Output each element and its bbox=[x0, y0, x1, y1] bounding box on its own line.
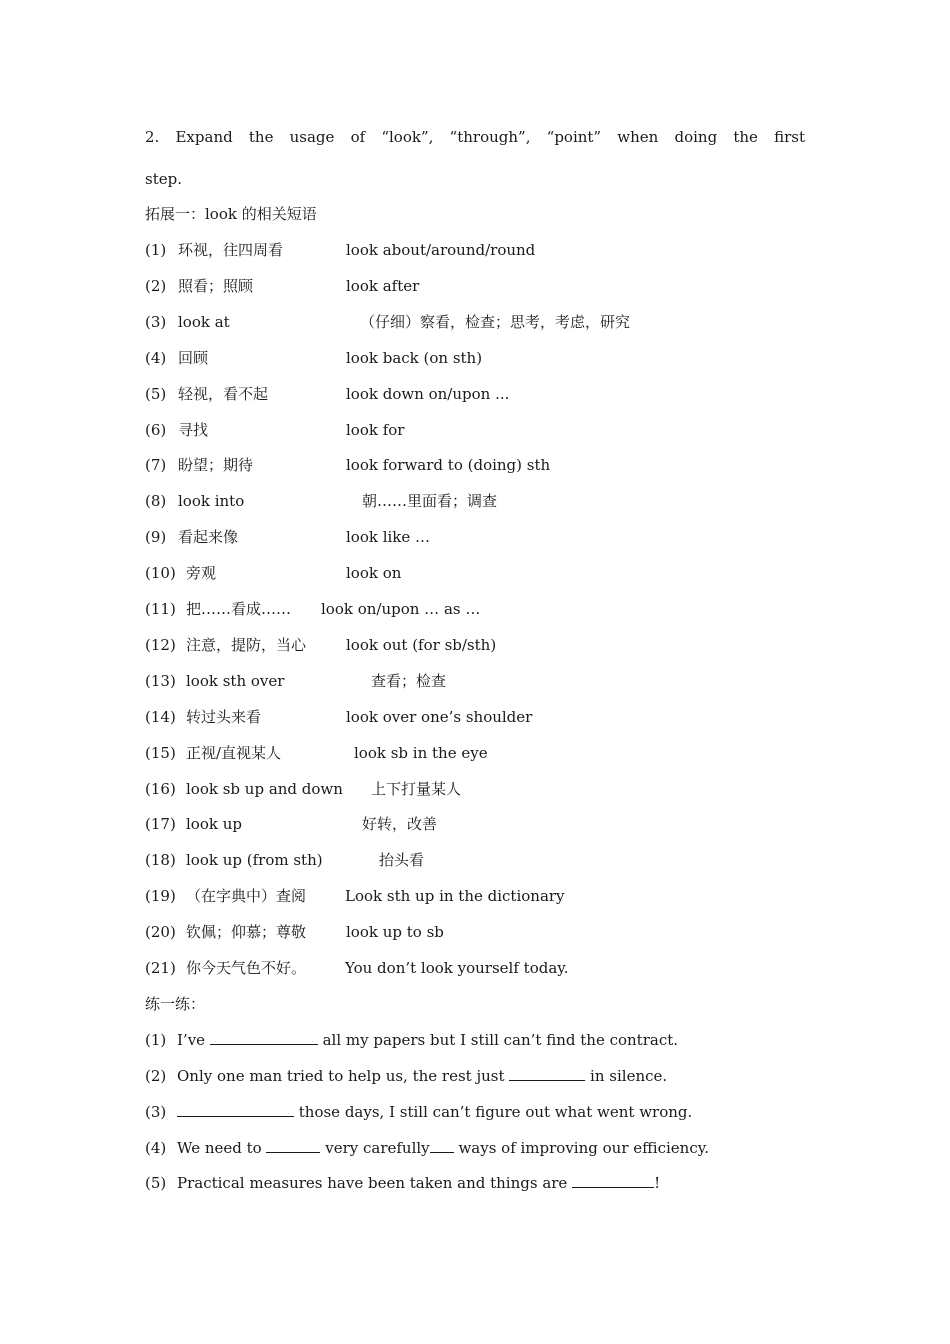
phrase-number: (18) bbox=[145, 851, 176, 870]
exercise-sentence bbox=[177, 1138, 709, 1158]
phrase-first-column: 寻找 bbox=[178, 420, 209, 439]
phrase-first-column: 照看；照顾 bbox=[178, 276, 254, 295]
phrase-second-column: look like … bbox=[346, 528, 431, 547]
phrase-first-column: 环视，往四周看 bbox=[178, 241, 284, 259]
phrase-second-column: 上下打量某人 bbox=[371, 779, 462, 798]
phrase-number: (7) bbox=[145, 456, 167, 475]
exercise-text-after: ways of improving our efficiency. bbox=[453, 1138, 709, 1157]
phrase-second-column: look back (on sth) bbox=[346, 348, 483, 367]
phrase-second-column: look down on/upon ... bbox=[346, 384, 510, 403]
phrase-first-column: 把……看成…… bbox=[186, 600, 292, 618]
phrase-number: (16) bbox=[145, 779, 176, 798]
exercise-text-before: I’ve bbox=[177, 1030, 210, 1049]
practice-heading: 练一练： bbox=[145, 994, 206, 1013]
exercise-sentence bbox=[177, 1102, 692, 1122]
phrase-second-column: look over one’s shoulder bbox=[346, 707, 533, 726]
phrase-number: (12) bbox=[145, 635, 176, 654]
phrase-second-column: 抬头看 bbox=[379, 851, 425, 870]
phrase-first-column: 盼望；期待 bbox=[178, 456, 254, 475]
phrase-first-column: look sth over bbox=[186, 671, 285, 690]
phrase-first-column: 看起来像 bbox=[178, 528, 239, 547]
phrase-number: (20) bbox=[145, 923, 176, 942]
exercise-sentence bbox=[177, 1173, 660, 1193]
exercise-sentence bbox=[177, 1030, 678, 1050]
phrase-second-column: 查看；检查 bbox=[371, 671, 447, 690]
answer-blank[interactable] bbox=[509, 1066, 585, 1081]
phrase-second-column: Look sth up in the dictionary bbox=[345, 887, 565, 906]
phrase-number: (9) bbox=[145, 528, 167, 547]
exercise-number: (2) bbox=[145, 1066, 167, 1085]
exercise-text-after: those days, I still can’t figure out what went wrong. bbox=[294, 1102, 693, 1121]
phrase-number: (13) bbox=[145, 671, 176, 690]
exercise-text-before: Practical measures have been taken and things are bbox=[177, 1174, 573, 1193]
phrase-number: (11) bbox=[145, 600, 176, 618]
phrase-second-column: 朝……里面看；调查 bbox=[362, 492, 498, 511]
exercise-number: (4) bbox=[145, 1138, 167, 1157]
phrase-number: (15) bbox=[145, 743, 176, 762]
exercise-sentence bbox=[177, 1066, 667, 1086]
phrase-number: (3) bbox=[145, 312, 167, 331]
phrase-first-column: 你今天气色不好。 bbox=[186, 959, 307, 977]
phrase-first-column: 钦佩；仰慕；尊敬 bbox=[186, 923, 307, 942]
phrase-first-column: 注意，提防，当心 bbox=[186, 635, 307, 654]
phrase-second-column: You don’t look yourself today. bbox=[345, 959, 569, 977]
phrase-first-column: 转过头来看 bbox=[186, 707, 262, 726]
phrase-second-column: look after bbox=[346, 276, 420, 295]
answer-blank[interactable] bbox=[430, 1138, 454, 1153]
phrase-number: (19) bbox=[145, 887, 176, 906]
answer-blank[interactable] bbox=[210, 1030, 318, 1045]
phrase-first-column: 轻视，看不起 bbox=[178, 384, 269, 403]
exercise-text-after: in silence. bbox=[585, 1066, 668, 1085]
phrase-second-column: 好转，改善 bbox=[362, 815, 438, 834]
intro-line: 2. Expand the usage of “look”, “through”, “point” when doing the first bbox=[145, 128, 805, 146]
phrase-second-column: look about/around/round bbox=[346, 241, 536, 259]
exercise-number: (1) bbox=[145, 1030, 167, 1049]
phrase-first-column: （在字典中）查阅 bbox=[186, 887, 307, 906]
exercise-text-before: We need to bbox=[177, 1138, 267, 1157]
phrase-first-column: look at bbox=[178, 312, 230, 331]
answer-blank[interactable] bbox=[572, 1173, 654, 1188]
phrase-first-column: 正视/直视某人 bbox=[186, 743, 282, 762]
phrase-second-column: （仔细）察看，检查；思考，考虑，研究 bbox=[360, 312, 631, 331]
phrase-number: (10) bbox=[145, 564, 176, 583]
exercise-number: (5) bbox=[145, 1174, 167, 1193]
exercise-number: (3) bbox=[145, 1102, 167, 1121]
answer-blank[interactable] bbox=[177, 1102, 294, 1117]
phrase-number: (1) bbox=[145, 241, 167, 259]
phrase-number: (2) bbox=[145, 276, 167, 295]
exercise-text-before: Only one man tried to help us, the rest just bbox=[177, 1066, 510, 1085]
phrase-first-column: 旁观 bbox=[186, 564, 217, 583]
phrase-second-column: look for bbox=[346, 420, 405, 439]
phrase-number: (17) bbox=[145, 815, 176, 834]
intro-line-continued: step. bbox=[145, 170, 182, 188]
phrase-first-column: look up (from sth) bbox=[186, 851, 323, 870]
phrase-second-column: look up to sb bbox=[346, 923, 444, 942]
phrase-number: (8) bbox=[145, 492, 167, 511]
phrase-second-column: look forward to (doing) sth bbox=[346, 456, 551, 475]
phrase-number: (21) bbox=[145, 959, 176, 977]
phrase-second-column: look sb in the eye bbox=[354, 743, 488, 762]
phrase-first-column: look sb up and down bbox=[186, 779, 343, 798]
exercise-text-after: ! bbox=[654, 1174, 661, 1193]
answer-blank[interactable] bbox=[266, 1138, 320, 1153]
phrase-number: (5) bbox=[145, 384, 167, 403]
exercise-text-after: all my papers but I still can’t find the contract. bbox=[317, 1030, 679, 1049]
phrase-number: (4) bbox=[145, 348, 167, 367]
phrase-number: (14) bbox=[145, 707, 176, 726]
section-heading: 拓展一：look 的相关短语 bbox=[145, 205, 317, 223]
phrase-second-column: look out (for sb/sth) bbox=[346, 635, 497, 654]
phrase-second-column: look on bbox=[346, 564, 402, 583]
phrase-second-column: look on/upon … as … bbox=[321, 600, 481, 618]
exercise-text-middle: very carefully bbox=[320, 1138, 430, 1157]
phrase-first-column: look into bbox=[178, 492, 245, 511]
phrase-number: (6) bbox=[145, 420, 167, 439]
phrase-first-column: look up bbox=[186, 815, 242, 834]
phrase-first-column: 回顾 bbox=[178, 348, 209, 367]
